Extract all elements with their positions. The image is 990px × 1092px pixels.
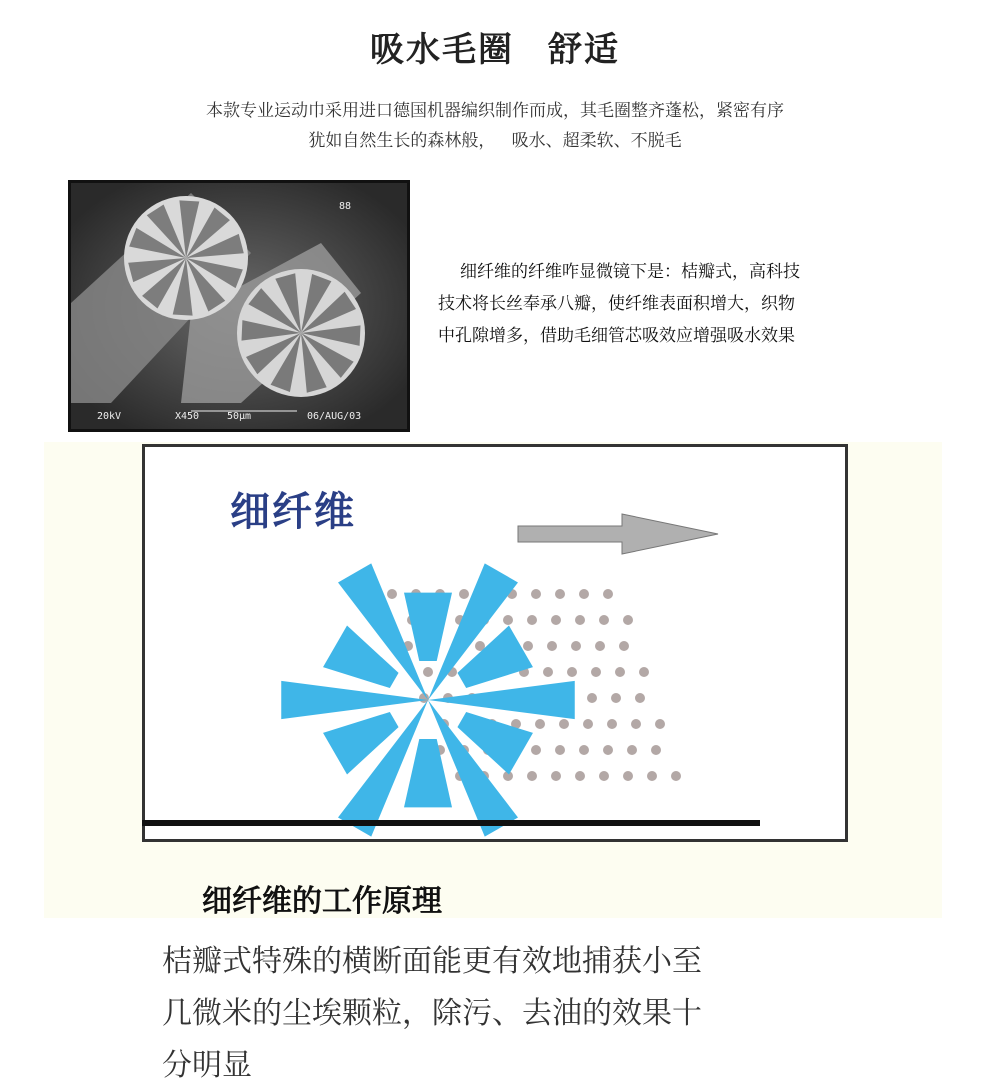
micrograph-label-top: 88: [339, 201, 352, 212]
dust-particle: [543, 667, 553, 677]
micrograph-description: [438, 256, 908, 352]
dust-particle: [575, 615, 585, 625]
dust-particle: [623, 771, 633, 781]
dust-particle: [599, 771, 609, 781]
dust-particle: [503, 615, 513, 625]
surface-line: [142, 820, 760, 826]
dust-particle: [567, 667, 577, 677]
fiber-micrograph: [68, 180, 410, 432]
intro-line-1: 本款专业运动巾采用进口德国机器编织制作而成，其毛圈整齐蓬松，紧密有序: [206, 101, 784, 121]
dust-particle: [551, 615, 561, 625]
bottom-line-1: 桔瓣式特殊的横断面能更有效地捕获小至: [162, 944, 702, 979]
dust-particle: [619, 641, 629, 651]
dust-particle: [523, 641, 533, 651]
description-line-3: 中孔隙增多，借助毛细管芯吸效应增强吸水效果: [438, 326, 795, 346]
dust-particle: [575, 771, 585, 781]
title-right: 舒适: [548, 30, 620, 70]
fiber-petal: [428, 681, 575, 719]
dust-particle: [527, 615, 537, 625]
dust-particle: [571, 641, 581, 651]
dust-particle: [615, 667, 625, 677]
dust-particle: [651, 745, 661, 755]
diagram-label: 细纤维: [230, 489, 356, 535]
dust-particle: [547, 641, 557, 651]
dust-particle: [583, 719, 593, 729]
dust-particle: [623, 615, 633, 625]
dust-particle: [611, 693, 621, 703]
description-line-2: 技术将长丝奉承八瓣，使纤维表面积增大，织物: [438, 294, 795, 314]
dust-particle: [603, 589, 613, 599]
dust-particle: [647, 771, 657, 781]
intro-line-2: 犹如自然生长的森林般， 吸水、超柔软、不脱毛: [308, 131, 682, 151]
title-left: 吸水毛圈: [370, 30, 514, 70]
dust-particle: [635, 693, 645, 703]
dust-particle: [555, 745, 565, 755]
dust-particle: [595, 641, 605, 651]
intro-text: [0, 96, 990, 156]
micrograph-scale: 50μm: [227, 411, 252, 422]
diagram-caption: 细纤维的工作原理: [202, 884, 442, 919]
dust-particle: [639, 667, 649, 677]
fiber-petal: [281, 681, 428, 719]
direction-arrow-icon: [518, 514, 718, 554]
bottom-text: [162, 936, 882, 1092]
dust-particle: [627, 745, 637, 755]
dust-particle: [655, 719, 665, 729]
bottom-line-3: 分明显: [162, 1048, 252, 1083]
micrograph-magnification: X450: [175, 411, 200, 422]
dust-particle: [607, 719, 617, 729]
dust-particle: [459, 589, 469, 599]
dust-particle: [579, 589, 589, 599]
dust-particle: [531, 589, 541, 599]
dust-particle: [587, 693, 597, 703]
fiber-petal: [404, 593, 452, 661]
dust-particle: [535, 719, 545, 729]
description-line-1: 细纤维的纤维咋显微镜下是：桔瓣式，高科技: [460, 262, 800, 282]
dust-particle: [527, 771, 537, 781]
dust-particle: [671, 771, 681, 781]
dust-particle: [555, 589, 565, 599]
dust-particle: [551, 771, 561, 781]
micrograph-date: 06/AUG/03: [307, 411, 362, 422]
dust-particle: [559, 719, 569, 729]
micrograph-voltage: 20kV: [97, 411, 122, 422]
dust-particle: [387, 589, 397, 599]
page-title: [0, 22, 990, 71]
dust-particle: [423, 667, 433, 677]
dust-particle: [591, 667, 601, 677]
dust-particle: [531, 745, 541, 755]
dust-particle: [603, 745, 613, 755]
bottom-line-2: 几微米的尘埃颗粒，除污、去油的效果十: [162, 996, 702, 1031]
dust-particle: [599, 615, 609, 625]
dust-particle: [631, 719, 641, 729]
dust-particle: [579, 745, 589, 755]
